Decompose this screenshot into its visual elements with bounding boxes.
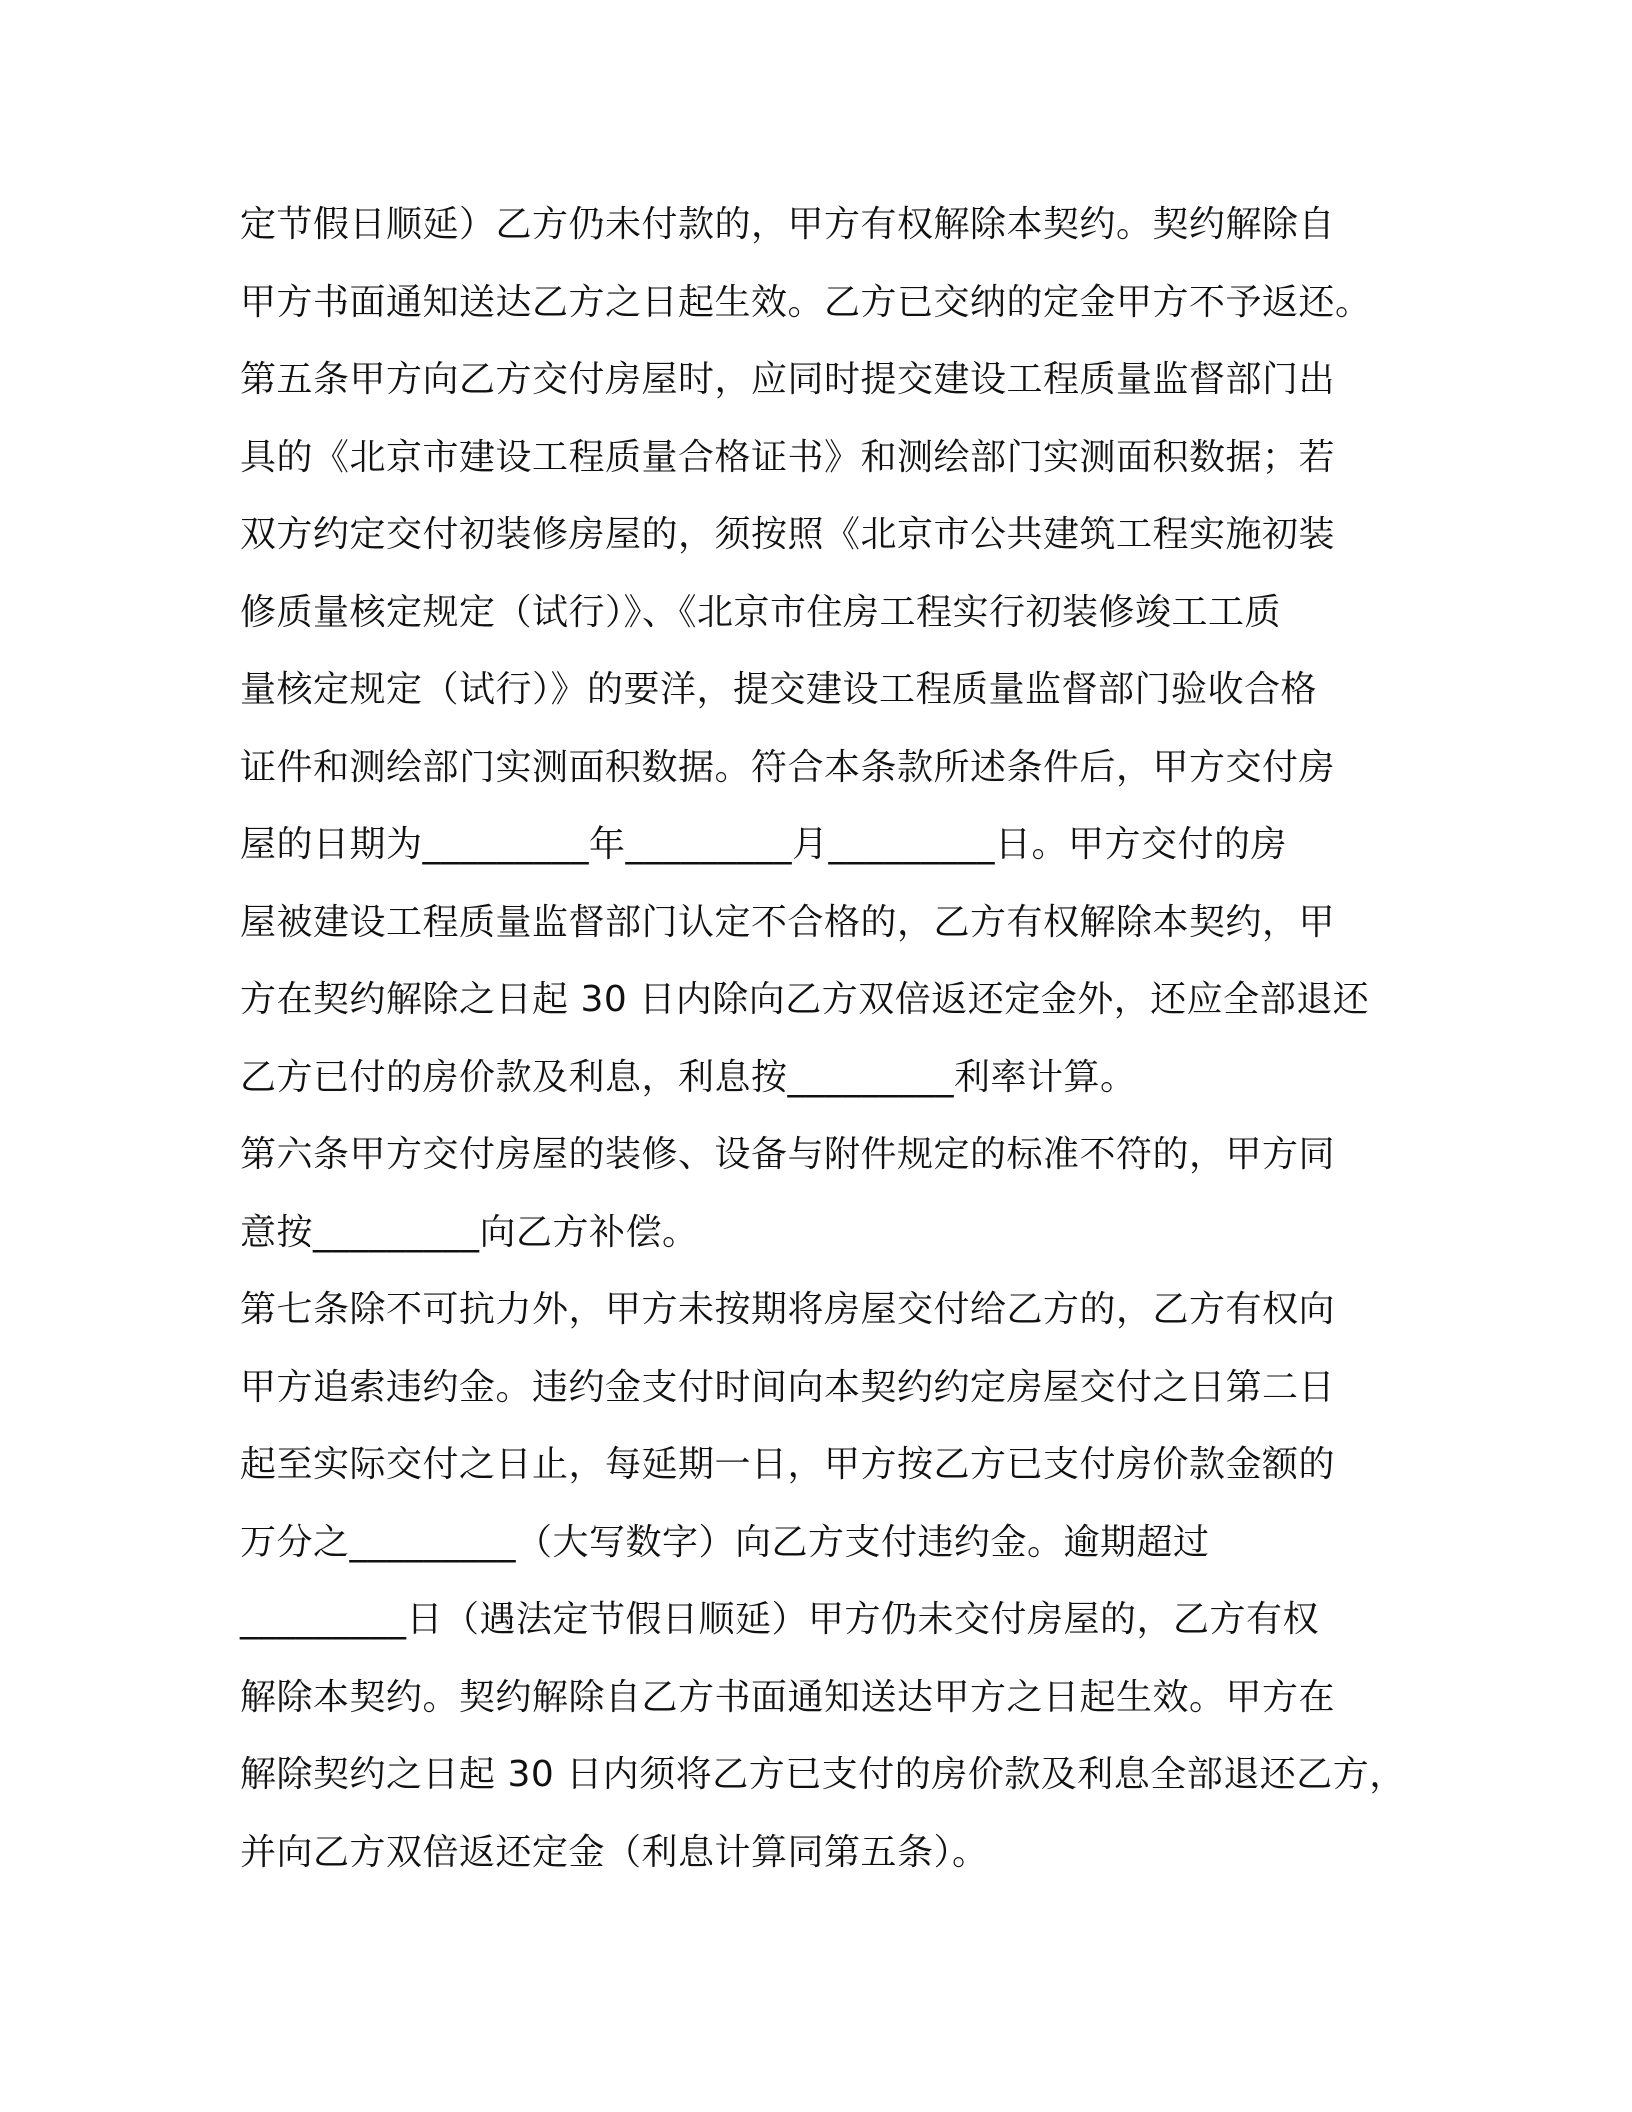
text-line: 起至实际交付之日止，每延期一日，甲方按乙方已支付房价款金额的 [240,1444,1336,1485]
text-line: 方在契约解除之日起 30 日内除向乙方双倍返还定金外，还应全部退还 [240,979,1370,1020]
text-line: 万分之_________（大写数字）向乙方支付违约金。逾期超过 [240,1521,1210,1563]
text-line: 乙方已付的房价款及利息，利息按_________利率计算。 [240,1056,1137,1098]
text-line: 屋的日期为_________年_________月_________日。甲方交付的房 [240,824,1288,865]
text-line: 甲方追索违约金。违约金支付时间向本契约约定房屋交付之日第二日 [240,1366,1336,1408]
contract-text-block [240,186,1420,1891]
text-line: 第六条甲方交付房屋的装修、设备与附件规定的标准不符的，甲方同 [240,1134,1336,1175]
text-line: 第七条除不可抗力外，甲方未按期将房屋交付给乙方的，乙方有权向 [240,1289,1336,1330]
text-line: 量核定规定（试行）》的要洋，提交建设工程质量监督部门验收合格 [240,669,1318,710]
text-line: 定节假日顺延）乙方仍未付款的，甲方有权解除本契约。契约解除自 [240,204,1336,245]
text-line: 第五条甲方向乙方交付房屋时，应同时提交建设工程质量监督部门出 [240,359,1336,400]
text-line: 修质量核定规定（试行）》、《北京市住房工程实行初装修竣工工质 [240,591,1282,633]
text-line: 甲方书面通知送达乙方之日起生效。乙方已交纳的定金甲方不予返还。 [240,281,1372,323]
text-line: 意按_________向乙方补偿。 [240,1211,699,1253]
text-line: _________日（遇法定节假日顺延）甲方仍未交付房屋的，乙方有权 [240,1599,1320,1640]
text-line: 具的《北京市建设工程质量合格证书》和测绘部门实测面积数据；若 [240,436,1336,478]
text-line: 屋被建设工程质量监督部门认定不合格的，乙方有权解除本契约，甲 [240,901,1336,943]
text-line: 解除契约之日起 30 日内须将乙方已支付的房价款及利息全部退还乙方， [240,1754,1406,1795]
text-line: 双方约定交付初装修房屋的，须按照《北京市公共建筑工程实施初装 [240,514,1336,555]
text-line: 证件和测绘部门实测面积数据。符合本条款所述条件后，甲方交付房 [240,746,1336,788]
text-line: 并向乙方双倍返还定金（利息计算同第五条）。 [240,1831,989,1873]
text-line: 解除本契约。契约解除自乙方书面通知送达甲方之日起生效。甲方在 [240,1676,1336,1718]
